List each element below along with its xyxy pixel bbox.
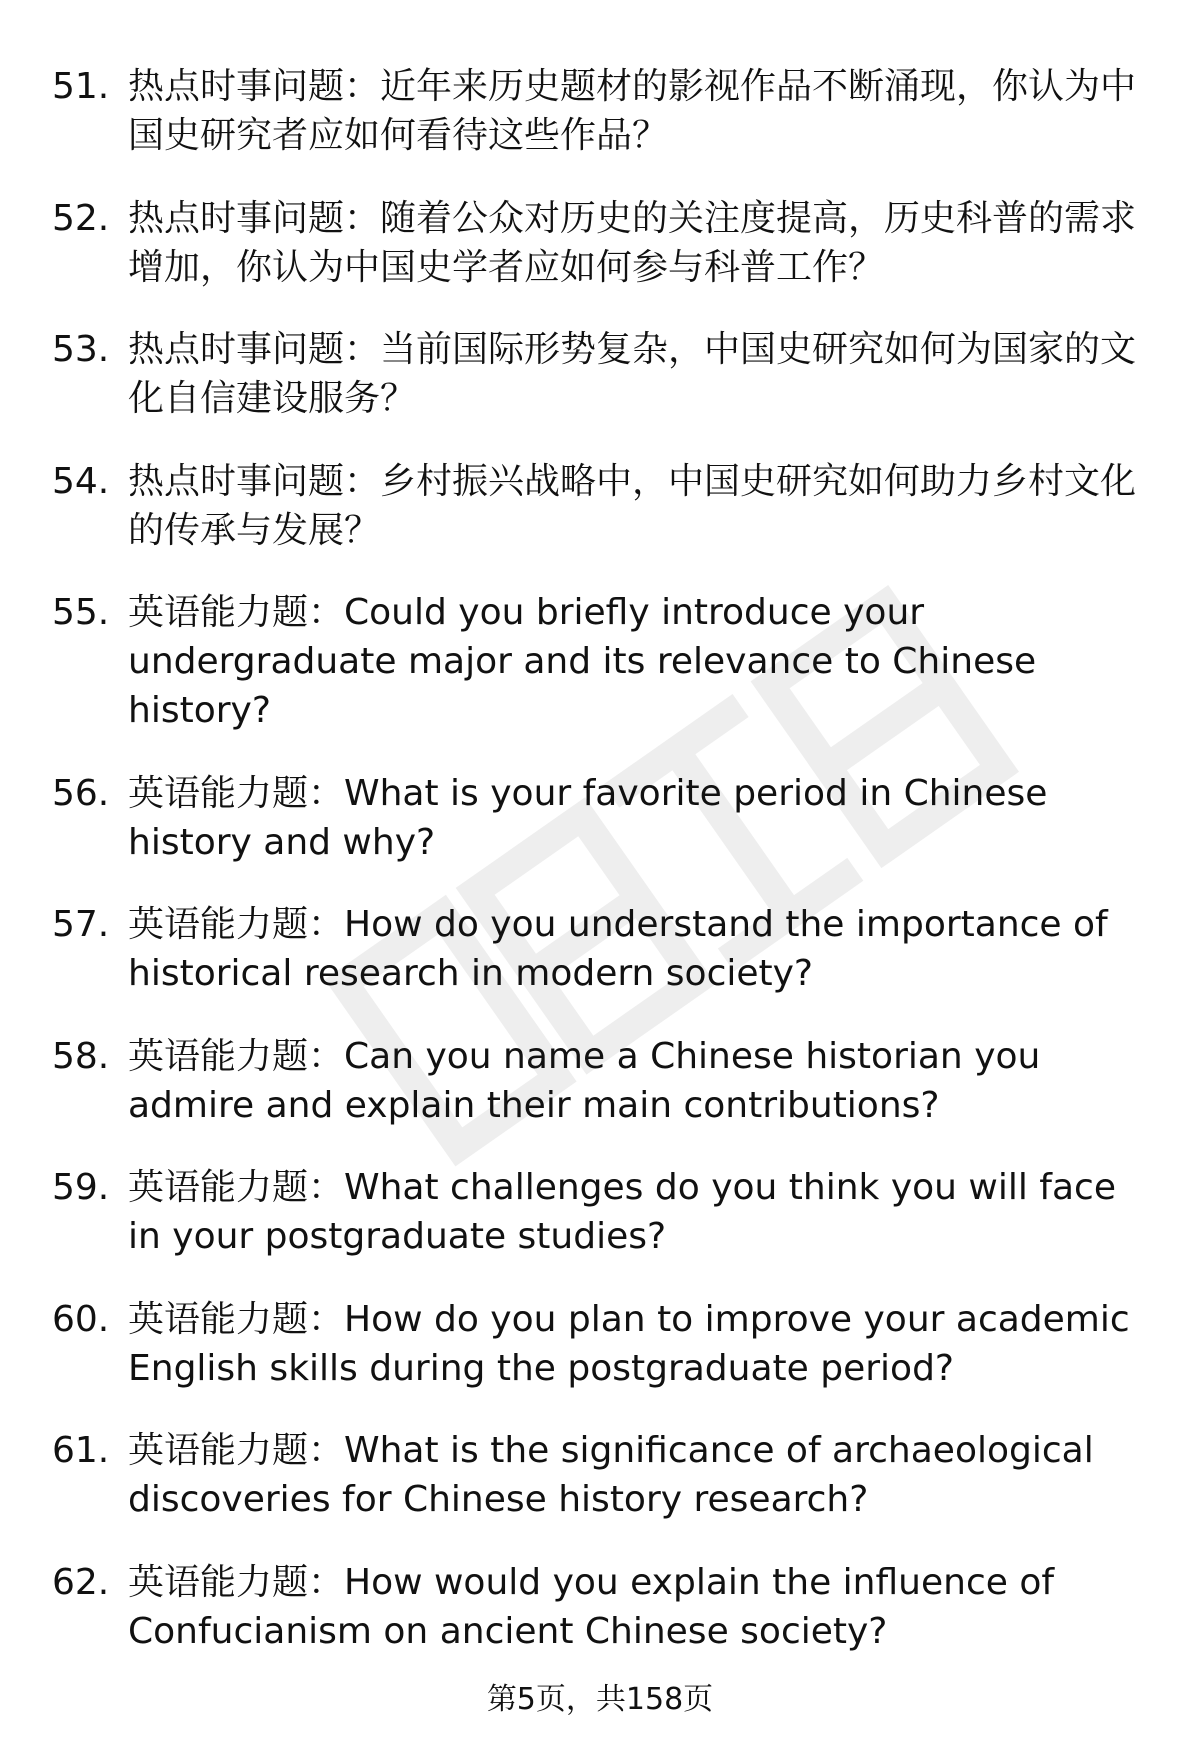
question-number: 51. (52, 66, 110, 107)
list-item (52, 457, 1148, 555)
list-item (52, 62, 1148, 160)
list-item (52, 194, 1148, 292)
question-number: 55. (52, 592, 110, 633)
question-number: 62. (52, 1561, 110, 1603)
page-footer: 第5页，共158页 (486, 1682, 714, 1717)
list-item (52, 1032, 1148, 1130)
question-text: 英语能力题：What challenges do you think you will face in your postgraduate studies? (128, 1167, 1116, 1257)
question-number: 54. (52, 460, 110, 502)
list-item (52, 1558, 1148, 1656)
list-item (52, 325, 1148, 423)
list-item (52, 769, 1148, 867)
question-text: 热点时事问题：随着公众对历史的关注度提高，历史科普的需求增加，你认为中国史学者应如何参与科普工作？ (128, 197, 1137, 288)
list-item (52, 1295, 1148, 1393)
question-number: 59. (52, 1167, 110, 1208)
question-text: 英语能力题：How do you plan to improve your academic English skills during the postgraduate period? (128, 1298, 1130, 1389)
list-item (52, 1163, 1148, 1261)
question-number: 60. (52, 1298, 110, 1340)
question-text: 英语能力题：How would you explain the influence of Confucianism on ancient Chinese society? (128, 1561, 1055, 1652)
list-item (52, 900, 1148, 998)
question-number: 58. (52, 1035, 110, 1077)
question-number: 53. (52, 329, 110, 370)
question-text: 热点时事问题：当前国际形势复杂，中国史研究如何为国家的文化自信建设服务？ (128, 329, 1137, 419)
question-text: 英语能力题：What is your favorite period in Chinese history and why? (128, 772, 1048, 863)
question-list (52, 62, 1148, 1689)
question-number: 52. (52, 197, 110, 239)
question-text: 英语能力题：Could you briefly introduce your undergraduate major and its relevance to Chinese history? (128, 592, 1037, 731)
question-text: 英语能力题：What is the significance of archaeological discoveries for Chinese history research? (128, 1430, 1094, 1520)
list-item (52, 588, 1148, 735)
question-text: 热点时事问题：近年来历史题材的影视作品不断涌现，你认为中国史研究者应如何看待这些作品？ (128, 66, 1137, 156)
question-number: 61. (52, 1430, 110, 1471)
list-item (52, 1426, 1148, 1524)
question-text: 英语能力题：Can you name a Chinese historian you admire and explain their main contributions? (128, 1035, 1041, 1126)
question-text: 英语能力题：How do you understand the importance of historical research in modern society? (128, 904, 1108, 994)
question-text: 热点时事问题：乡村振兴战略中，中国史研究如何助力乡村文化的传承与发展？ (128, 460, 1137, 551)
question-number: 57. (52, 904, 110, 945)
question-number: 56. (52, 772, 110, 814)
